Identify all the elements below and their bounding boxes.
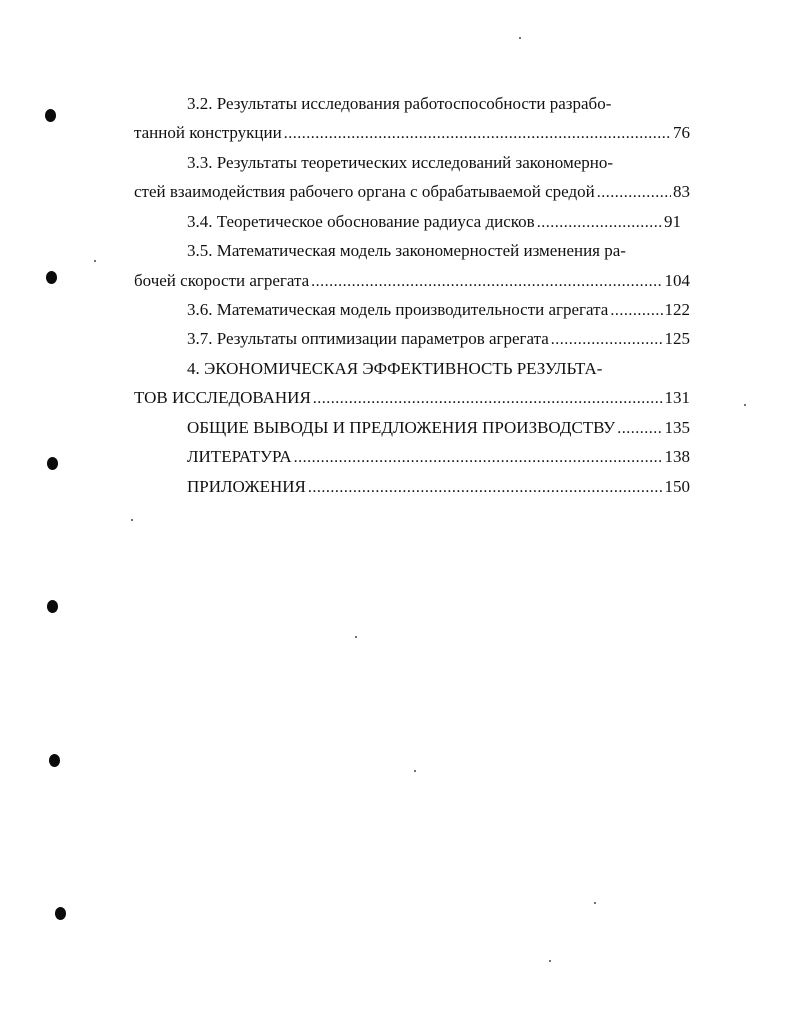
toc-entry-text: 3.6. Математическая модель производительности агрегата — [187, 300, 609, 319]
toc-entry-line — [187, 417, 690, 440]
toc-entry-text: ТОВ ИССЛЕДОВАНИЯ — [134, 388, 311, 407]
toc-entry-text: ПРИЛОЖЕНИЯ — [187, 477, 306, 496]
punch-hole — [47, 600, 58, 613]
toc-entry-line — [187, 152, 613, 174]
toc-entry-line — [187, 240, 626, 262]
toc-entry-text: танной конструкции — [134, 123, 282, 142]
toc-entry-line — [134, 387, 690, 410]
toc-page-number: 131 — [664, 388, 690, 407]
toc-entry-line — [187, 328, 690, 351]
toc-entry-text: ОБЩИЕ ВЫВОДЫ И ПРЕДЛОЖЕНИЯ ПРОИЗВОДСТВУ — [187, 418, 616, 437]
dot-leader — [617, 418, 662, 440]
dot-leader — [597, 182, 671, 204]
toc-entry-line — [134, 270, 690, 293]
punch-hole — [46, 271, 57, 284]
dot-leader — [551, 329, 663, 351]
toc-page-number: 104 — [664, 271, 690, 290]
toc-entry-text: бочей скорости агрегата — [134, 271, 310, 290]
toc-entry-line — [187, 211, 681, 234]
toc-entry-text: 3.3. Результаты теоретических исследований закономерно- — [187, 153, 614, 172]
toc-page-number: 122 — [664, 300, 690, 319]
dot-leader — [284, 123, 671, 145]
toc-entry-text: 4. ЭКОНОМИЧЕСКАЯ ЭФФЕКТИВНОСТЬ РЕЗУЛЬТА- — [187, 359, 603, 378]
toc-page-number: 150 — [664, 477, 690, 496]
punch-hole — [47, 457, 58, 470]
toc-entry-text: 3.2. Результаты исследования работоспособности разрабо- — [187, 94, 612, 113]
toc-entry-line — [134, 122, 690, 145]
scan-speck — [355, 636, 357, 638]
toc-page-number: 138 — [664, 447, 690, 466]
scan-speck — [94, 260, 96, 262]
toc-entry-text: 3.5. Математическая модель закономерностей изменения ра- — [187, 241, 626, 260]
toc-page-number: 91 — [664, 212, 681, 231]
punch-hole — [49, 754, 60, 767]
scan-speck — [744, 404, 746, 406]
punch-hole — [55, 907, 66, 920]
dot-leader — [610, 300, 662, 322]
dot-leader — [313, 388, 663, 410]
scan-speck — [549, 960, 551, 962]
scan-speck — [414, 770, 416, 772]
toc-entry-text: 3.7. Результаты оптимизации параметров агрегата — [187, 329, 549, 348]
dot-leader — [311, 271, 662, 293]
dot-leader — [537, 212, 662, 234]
toc-entry-line — [187, 93, 611, 115]
toc-entry-text: ЛИТЕРАТУРА — [187, 447, 292, 466]
dot-leader — [294, 447, 663, 469]
toc-page-number: 76 — [673, 123, 690, 142]
toc-page-number: 135 — [664, 418, 690, 437]
scan-speck — [519, 37, 521, 39]
toc-entry-line — [134, 181, 690, 204]
scan-speck — [131, 519, 133, 521]
toc-entry-line — [187, 476, 690, 499]
toc-entry-line — [187, 299, 690, 322]
scan-speck — [594, 902, 596, 904]
toc-entry-line — [187, 358, 602, 380]
toc-page-number: 83 — [673, 182, 690, 201]
punch-hole — [45, 109, 56, 122]
toc-entry-line — [187, 446, 690, 469]
toc-entry-text: 3.4. Теоретическое обоснование радиуса дисков — [187, 212, 535, 231]
dot-leader — [308, 477, 663, 499]
toc-page-number: 125 — [664, 329, 690, 348]
toc-entry-text: стей взаимодействия рабочего органа с обрабатываемой средой — [134, 182, 595, 201]
